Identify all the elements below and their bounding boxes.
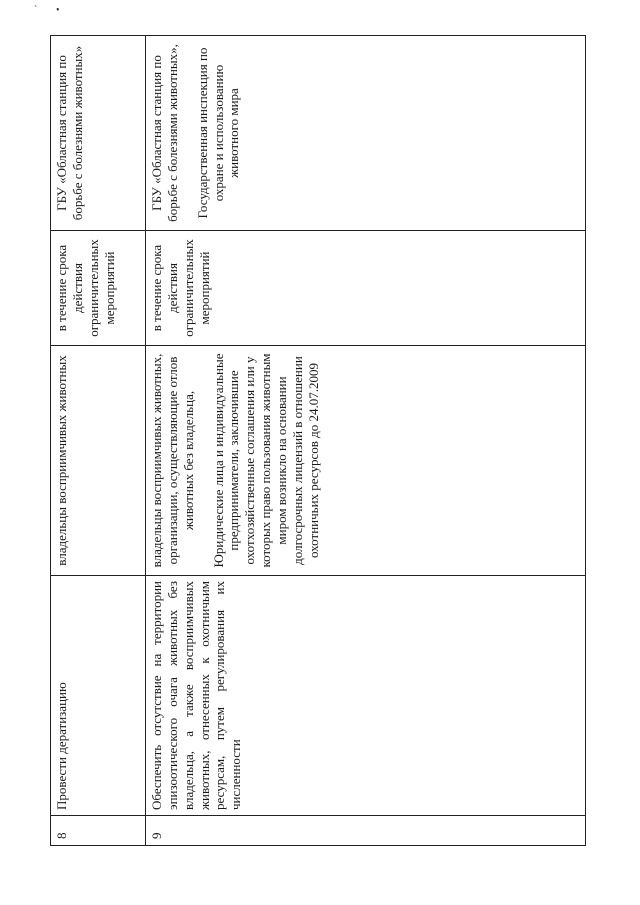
responsible-text: ГБУ «Областная станция по борьбе с болезнями животных», xyxy=(149,44,180,222)
executor-text: Юридические лица и индивидуальные предприниматели, заключившие охотхозяйственные соглашения или у которых право пользования животным миром возникло на основании долгосрочных лицензий в отношении охотничьих ресурсов до 24.07.2009 xyxy=(210,353,321,568)
table-row xyxy=(51,36,146,846)
page-mark-tick: ` xyxy=(34,5,38,16)
deadline-cell xyxy=(51,231,146,346)
executor-text: организации, осуществляющие отлов животных без владельца, xyxy=(164,356,196,565)
deadline-cell xyxy=(146,231,586,346)
executor-text: владельцы восприимчивых животных, xyxy=(149,353,164,568)
deadline-text: в течение срока действия ограничительных мероприятий xyxy=(149,239,212,337)
row-number: 8 xyxy=(54,832,69,839)
measure-text: Обеспечить отсутствие на территории эпизоотического очага животных без владельца, а также восприимчивых животных, отнесенных к охотничьим ресурсам, путем регулирования их численности xyxy=(149,581,244,810)
responsible-text: ГБУ «Областная станция по борьбе с болезнями животных» xyxy=(54,45,85,221)
responsible-cell xyxy=(51,36,146,231)
measure-cell xyxy=(146,576,586,816)
executor-text: владельцы восприимчивых животных xyxy=(54,355,69,566)
executors-cell xyxy=(51,346,146,576)
measures-table xyxy=(50,35,586,846)
row-number-cell xyxy=(146,816,586,846)
responsible-cell xyxy=(146,36,586,231)
executors-cell xyxy=(146,346,586,576)
measure-cell xyxy=(51,576,146,816)
measure-text: Провести дератизацию xyxy=(54,682,69,810)
table-row xyxy=(146,36,586,846)
row-number: 9 xyxy=(149,832,164,839)
page-mark-dot: • xyxy=(56,5,60,16)
row-number-cell xyxy=(51,816,146,846)
measures-table-rotated xyxy=(50,36,585,846)
deadline-text: в течение срока действия ограничительных мероприятий xyxy=(54,239,117,337)
responsible-text: Государственная инспекция по охране и использованию животного мира xyxy=(194,47,242,219)
